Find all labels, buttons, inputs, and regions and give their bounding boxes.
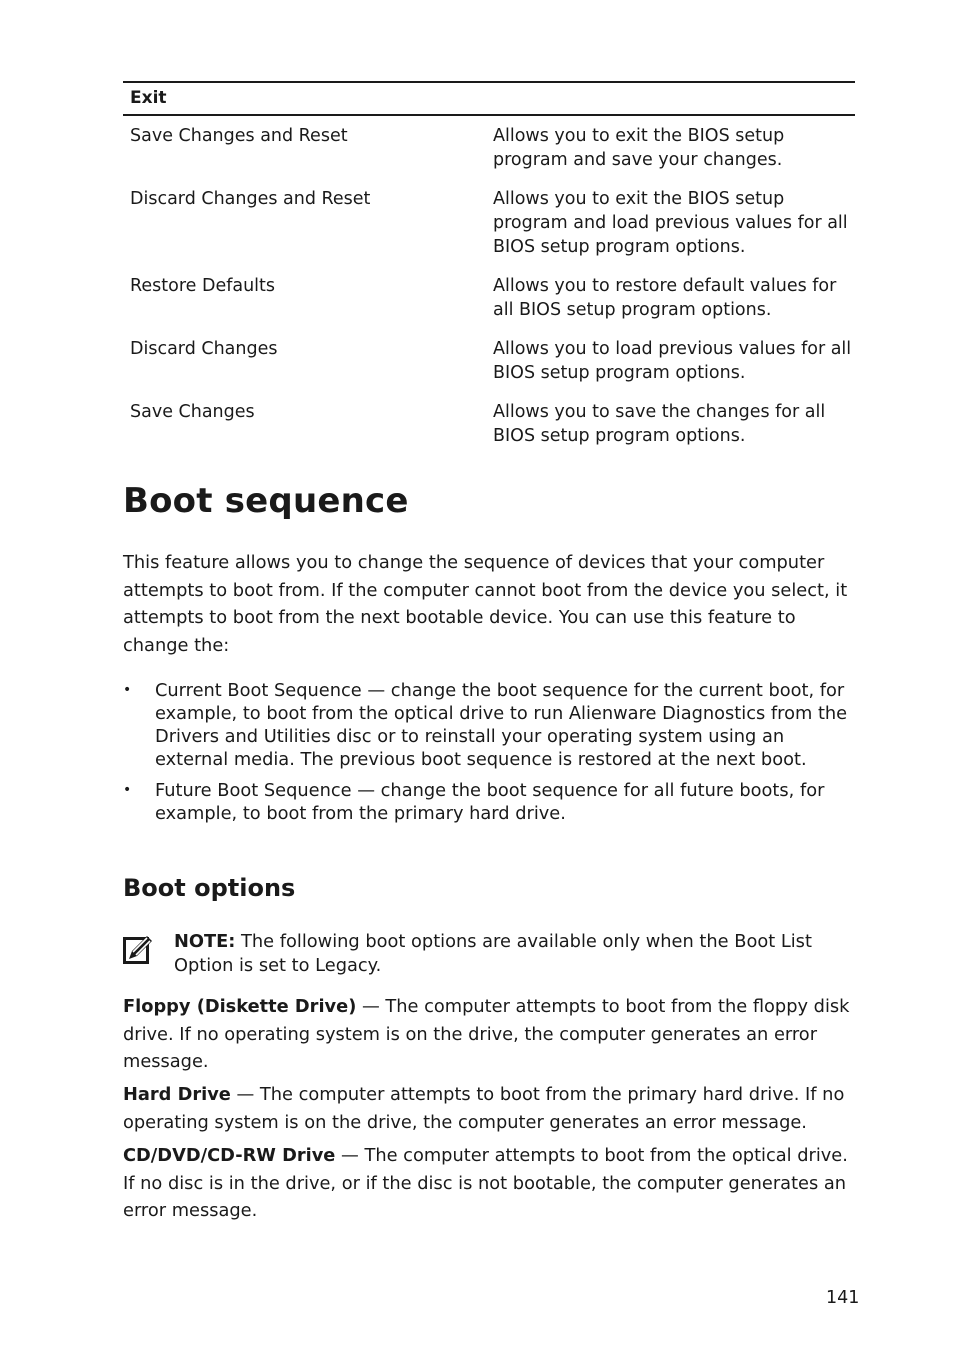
table-row bbox=[123, 337, 855, 385]
boot-sequence-intro: This feature allows you to change the sequence of devices that your computer attempts to boot from. If the computer cannot boot from the device you select, it attempts to boot from the next bootable device. You can use this feature to change the: bbox=[123, 552, 848, 656]
option-name: Discard Changes bbox=[130, 339, 278, 359]
section-title-boot-sequence: Boot sequence bbox=[123, 481, 409, 521]
table-row bbox=[123, 124, 855, 172]
option-description: Allows you to save the changes for all BIOS setup program options. bbox=[493, 402, 826, 446]
list-item-text: Current Boot Sequence — change the boot sequence for the current boot, for example, to boot from the optical drive to run Alienware Diagnostics from the Drivers and Utilities disc or to reinstall your operating system using an external media. The previous boot sequence is restored at the next boot. bbox=[155, 680, 848, 770]
option-description: Allows you to exit the BIOS setup program and save your changes. bbox=[493, 126, 785, 170]
boot-sequence-list bbox=[123, 679, 858, 833]
option-description: Allows you to exit the BIOS setup program and load previous values for all BIOS setup program options. bbox=[493, 189, 848, 257]
boot-option-term: CD/DVD/CD-RW Drive bbox=[123, 1145, 336, 1166]
option-name: Restore Defaults bbox=[130, 276, 276, 296]
subsection-title-boot-options: Boot options bbox=[123, 874, 296, 902]
note-text bbox=[174, 930, 854, 978]
boot-option-text: — The computer attempts to boot from the optical drive. If no disc is in the drive, or if the disc is not bootable, the computer generates an error message. bbox=[123, 1145, 848, 1221]
table-row bbox=[123, 274, 855, 322]
boot-option-optical-drive bbox=[123, 1142, 858, 1225]
table-header: Exit bbox=[123, 81, 855, 116]
boot-option-text: — The computer attempts to boot from the primary hard drive. If no operating system is on the drive, the computer generates an error message. bbox=[123, 1084, 845, 1133]
list-item-text: Future Boot Sequence — change the boot sequence for all future boots, for example, to boot from the primary hard drive. bbox=[155, 780, 825, 824]
pencil-note-icon bbox=[123, 934, 154, 966]
list-item bbox=[123, 679, 858, 771]
option-description: Allows you to restore default values for all BIOS setup program options. bbox=[493, 276, 837, 320]
exit-options-table bbox=[123, 81, 855, 448]
bullet-marker: • bbox=[123, 682, 132, 698]
boot-option-term: Hard Drive bbox=[123, 1084, 231, 1105]
boot-option-term: Floppy (Diskette Drive) bbox=[123, 996, 357, 1017]
option-name: Discard Changes and Reset bbox=[130, 189, 371, 209]
boot-option-hard-drive bbox=[123, 1081, 858, 1136]
page-number: 141 bbox=[826, 1288, 860, 1308]
table-row bbox=[123, 400, 855, 448]
bullet-marker: • bbox=[123, 782, 132, 798]
note-body: The following boot options are available only when the Boot List Option is set to Legacy. bbox=[174, 931, 812, 976]
table-row bbox=[123, 187, 855, 259]
list-item bbox=[123, 779, 858, 825]
option-name: Save Changes and Reset bbox=[130, 126, 348, 146]
note-label: NOTE: bbox=[174, 931, 236, 952]
boot-option-text: — The computer attempts to boot from the floppy disk drive. If no operating system is on the drive, the computer generates an error message. bbox=[123, 996, 850, 1072]
option-name: Save Changes bbox=[130, 402, 255, 422]
boot-option-floppy bbox=[123, 993, 858, 1076]
option-description: Allows you to load previous values for all BIOS setup program options. bbox=[493, 339, 852, 383]
